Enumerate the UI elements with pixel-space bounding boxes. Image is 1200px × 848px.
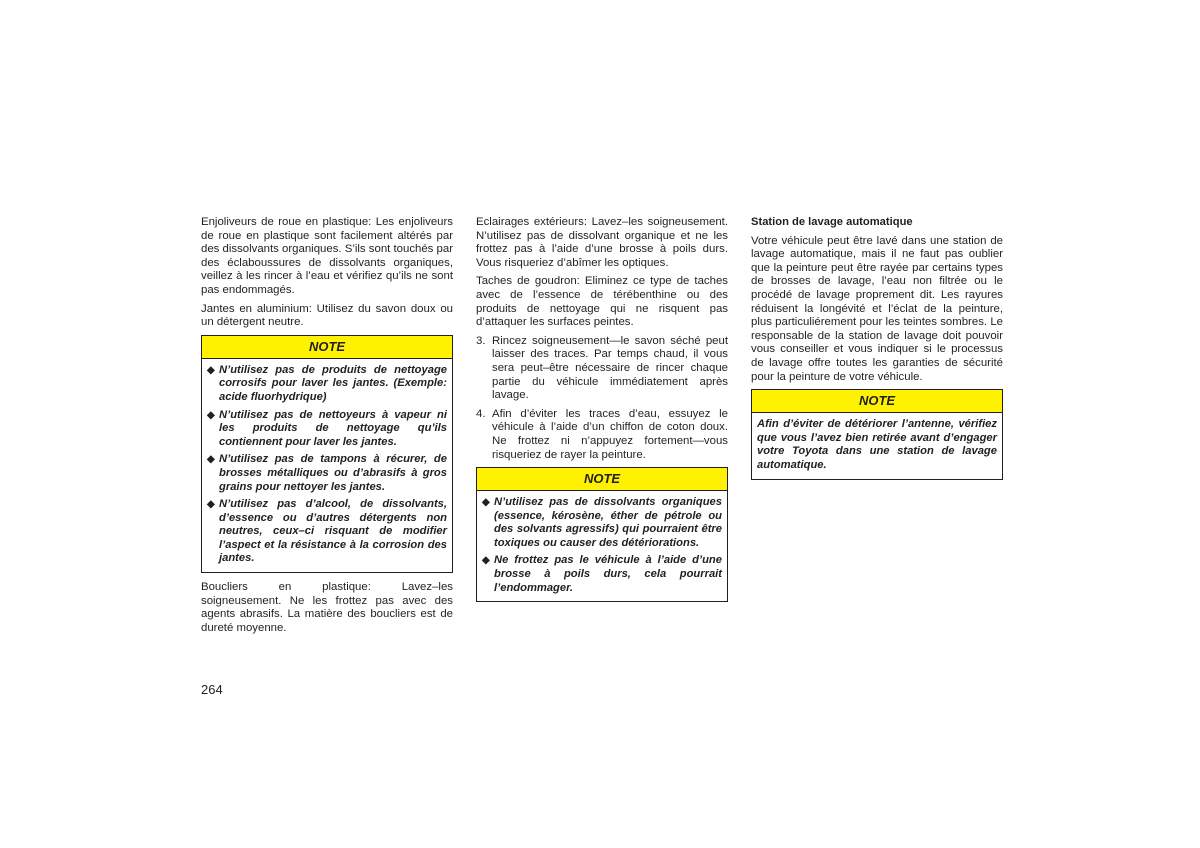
note-body [202, 359, 452, 572]
paragraph-wheel-covers: Enjoliveurs de roue en plastique: Les enjoliveurs de roue en plastique sont facilement altérés par des dissolvants organiques. S’ils sont touchés par des éclaboussures de dissolvants organiques, veillez à les rincer à l’eau et vérifiez qu’ils ne sont pas endommagés. [201, 216, 454, 296]
note-item-text: N’utilisez pas de nettoyeurs à vapeur ni les produits de nettoyage qu’ils contiennent pour laver les jantes. [219, 408, 447, 448]
note-item [207, 453, 447, 494]
note-title: NOTE [202, 336, 452, 359]
paragraph-plastic-bumpers: Boucliers en plastique: Lavez–les soigneusement. Ne les frottez pas avec des agents abrasifs. La matière des boucliers est de dureté moyenne. [201, 581, 453, 634]
diamond-bullet-icon: ◆ [207, 409, 215, 421]
note-title: NOTE [752, 390, 1002, 413]
note-box-solvents [476, 467, 728, 602]
note-item [482, 496, 722, 550]
section-heading: Station de lavage automatique [751, 216, 913, 228]
step-text: Rincez soigneusement—le savon séché peut laisser des traces. Par temps chaud, il vous sera peut–être nécessaire de rincer chaque partie du véhicule immédiatement après lavage. [492, 334, 728, 402]
note-item [207, 409, 447, 450]
note-item-text: N’utilisez pas de produits de nettoyage corrosifs pour laver les jantes. (Exemple: acide fluorhydrique) [219, 363, 447, 403]
note-item-text: N’utilisez pas de tampons à récurer, de brosses métalliques ou d’abrasifs à gros grains pour nettoyer les jantes. [219, 453, 447, 493]
step-text: Afin d’éviter les traces d’eau, essuyez le véhicule à l’aide d’un chiffon de coton doux. Ne frottez ni n’appuyez fortement—vous risqueriez de rayer la peinture. [492, 407, 728, 461]
note-item-text: N’utilisez pas d’alcool, de dissolvants, d’essence ou d’autres détergents non neutres, ceux–ci risquant de modifier l’aspect et la résistance à la corrosion des jantes. [219, 498, 447, 565]
diamond-bullet-icon: ◆ [207, 499, 215, 511]
column-3 [751, 216, 1003, 488]
diamond-bullet-icon: ◆ [482, 555, 490, 567]
step-item [476, 335, 728, 403]
paragraph-tar-stains: Taches de goudron: Eliminez ce type de taches avec de l’essence de térébenthine ou des produits de nettoyage qui ne risquent pas d’attaquer les surfaces peintes. [476, 275, 728, 329]
step-item [476, 408, 728, 462]
page-number: 264 [201, 682, 223, 697]
note-box-rims [201, 335, 453, 573]
note-title: NOTE [477, 468, 727, 491]
step-number: 4. [476, 407, 486, 420]
column-2 [476, 216, 728, 610]
diamond-bullet-icon: ◆ [207, 364, 215, 376]
step-number: 3. [476, 334, 486, 347]
note-item-text: Ne frottez pas le véhicule à l’aide d’une brosse à poils durs, cela pourrait l’endommager. [494, 554, 722, 594]
note-item [207, 498, 447, 566]
paragraph-car-wash: Votre véhicule peut être lavé dans une station de lavage automatique, mais il ne faut pas oublier que la peinture peut être rayée par certains types de brosses de lavage, l’eau non filtrée ou le procédé de lavage proprement dit. Les rayures réduisent la longévité et l’éclat de la peinture, plus particuliérement pour les teintes sombres. Le responsable de la station de lavage doit pouvoir vous conseiller et vous indiquer si le processus de lavage offre toutes les garanties de sécurité pour la peinture de votre véhicule. [751, 234, 1003, 383]
note-body [477, 491, 727, 601]
note-item-text: N’utilisez pas de dissolvants organiques (essence, kérosène, éther de pétrole ou des solvants agressifs) qui pourraient être toxiques ou causer des détériorations. [494, 496, 722, 549]
column-1 [201, 216, 453, 640]
note-item [482, 554, 722, 595]
paragraph-exterior-lights: Eclairages extérieurs: Lavez–les soigneusement. N’utilisez pas de dissolvant organique et ne les frottez pas à l’aide d’une brosse à poils durs. Vous risqueriez d’abîmer les optiques. [476, 216, 728, 269]
note-text: Afin d’éviter de détériorer l’antenne, vérifiez que vous l’avez bien retirée avant d’engager votre Toyota dans une station de lavage automatique. [757, 418, 997, 471]
diamond-bullet-icon: ◆ [207, 454, 215, 466]
note-item [207, 364, 447, 405]
note-box-antenna [751, 389, 1003, 479]
paragraph-aluminium-rims: Jantes en aluminium: Utilisez du savon doux ou un détergent neutre. [201, 302, 453, 329]
note-body [752, 413, 1002, 478]
diamond-bullet-icon: ◆ [482, 497, 490, 509]
